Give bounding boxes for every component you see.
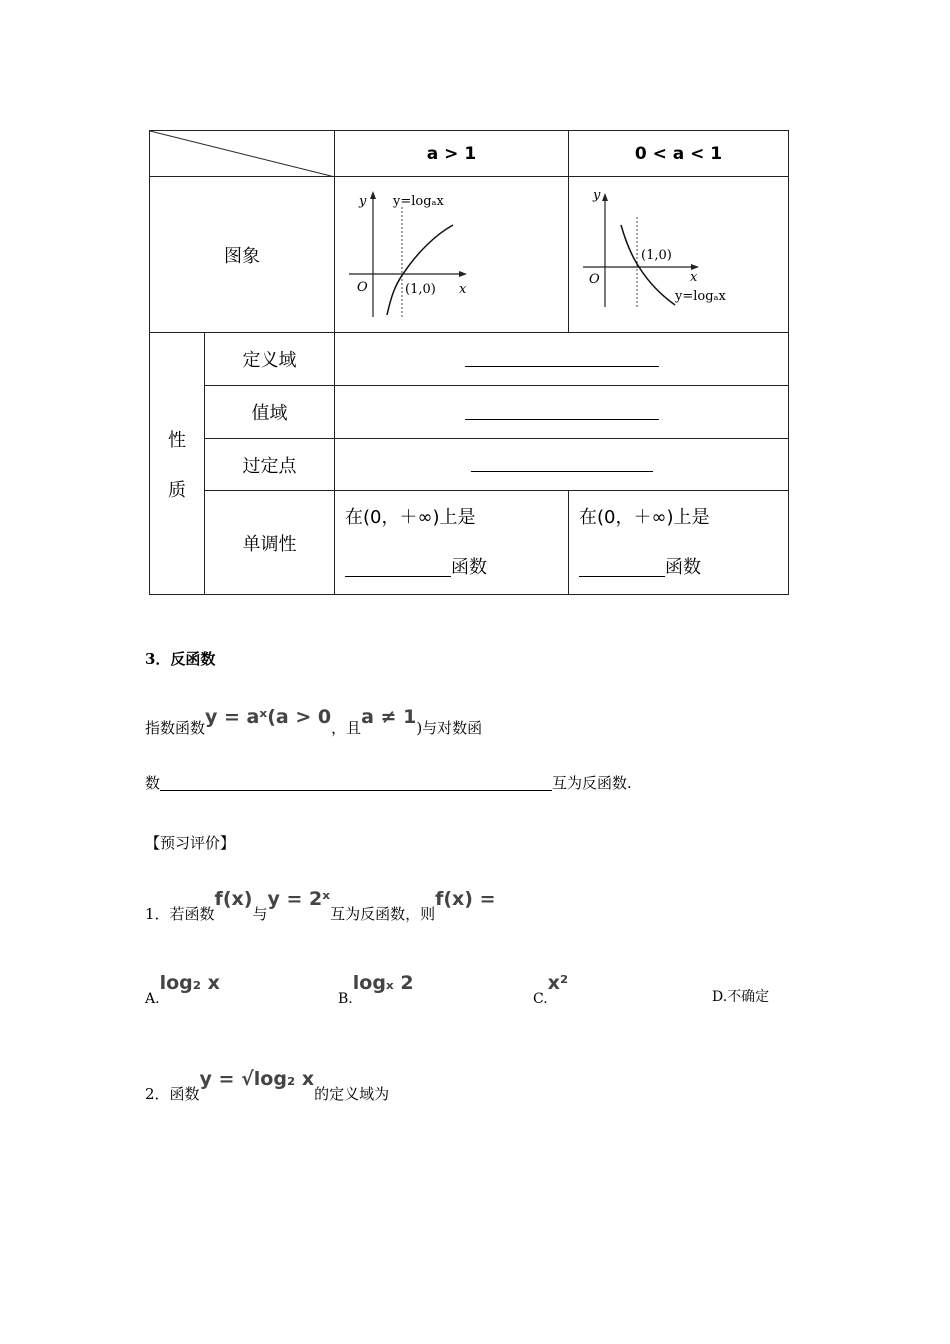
fixed-point-blank[interactable] <box>471 471 653 472</box>
option-c[interactable] <box>533 972 569 1007</box>
option-c-label: C. <box>533 991 548 1007</box>
q1-y: y = 2ˣ <box>267 888 331 910</box>
increasing-log-graph <box>335 177 569 333</box>
q2-suffix: 的定义域为 <box>314 1085 390 1103</box>
line1-mid: ，且 <box>331 719 362 737</box>
inverse-function-blank[interactable] <box>160 774 552 791</box>
x-arrow-icon <box>459 271 467 277</box>
line1-math-exp: y = aˣ(a > 0 <box>205 706 332 728</box>
q1-mid: 互为反函数，则 <box>330 905 436 923</box>
x-label: x <box>690 270 698 285</box>
option-c-math: x² <box>547 972 569 994</box>
graph-a-gt-1 <box>335 177 569 333</box>
group-label-1: 性 <box>168 429 186 451</box>
option-d[interactable] <box>712 986 769 1006</box>
option-d-text: 不确定 <box>727 989 770 1005</box>
fixed-point-answer-cell <box>335 439 789 491</box>
diagonal-line <box>150 131 335 177</box>
domain-label: 定义域 <box>205 333 335 386</box>
section3-line2 <box>145 772 632 793</box>
func-label: y=logₐx <box>675 289 726 304</box>
question-2 <box>145 1068 390 1103</box>
diagonal-header-cell <box>150 131 335 177</box>
log-curve <box>621 225 675 305</box>
option-b-math: logₓ 2 <box>352 972 414 994</box>
point-label: (1,0) <box>405 282 436 297</box>
monotonic-text-1: 在(0，＋∞)上是 <box>345 506 476 528</box>
line2-suffix: 互为反函数. <box>552 774 632 792</box>
domain-blank[interactable] <box>465 366 659 367</box>
q1-with: 与 <box>252 905 268 923</box>
monotonic-text-2: 在(0，＋∞)上是 <box>579 506 710 528</box>
monotonic-a-gt-1-cell <box>335 491 569 595</box>
header-0-lt-a-lt-1: 0 < a < 1 <box>569 131 789 177</box>
origin-label: O <box>357 280 368 295</box>
q1-prefix: 1．若函数 <box>145 905 215 923</box>
option-b[interactable] <box>338 972 414 1007</box>
line1-suffix: )与对数函 <box>416 719 483 737</box>
option-a-label: A. <box>145 991 160 1007</box>
option-b-label: B. <box>338 991 353 1007</box>
preview-heading: 【预习评价】 <box>145 834 236 852</box>
question-1 <box>145 888 496 923</box>
q1-f: f(x) <box>214 888 253 910</box>
log-properties-table <box>149 130 789 595</box>
range-blank[interactable] <box>465 419 659 420</box>
y-label: y <box>359 194 367 209</box>
monotonic-label: 单调性 <box>205 491 335 595</box>
line1-math-neq: a ≠ 1 <box>361 706 417 728</box>
monotonic-suffix-2: 函数 <box>665 556 701 578</box>
decreasing-log-graph <box>569 177 789 333</box>
option-a-math: log₂ x <box>159 972 220 994</box>
monotonic-blank-2[interactable] <box>579 558 665 577</box>
section3-heading: 3．反函数 <box>145 650 216 668</box>
line1-prefix: 指数函数 <box>145 719 206 737</box>
graph-row-label: 图象 <box>150 177 335 333</box>
origin-label: O <box>589 272 600 287</box>
monotonic-0-lt-a-lt-1-cell <box>569 491 789 595</box>
func-label: y=logₐx <box>393 194 444 209</box>
range-label: 值域 <box>205 386 335 439</box>
domain-answer-cell <box>335 333 789 386</box>
header-a-gt-1: a > 1 <box>335 131 569 177</box>
x-label: x <box>459 282 467 297</box>
log-curve <box>387 225 453 315</box>
option-d-label: D. <box>712 989 728 1005</box>
properties-group-cell <box>150 333 205 595</box>
graph-0-lt-a-lt-1 <box>569 177 789 333</box>
q2-math: y = √log₂ x <box>199 1068 315 1090</box>
y-arrow-icon <box>370 191 376 199</box>
q1-end: f(x) = <box>435 888 496 910</box>
y-arrow-icon <box>602 193 608 201</box>
monotonic-blank-1[interactable] <box>345 558 451 577</box>
section3-line1 <box>145 706 483 737</box>
range-answer-cell <box>335 386 789 439</box>
fixed-point-label: 过定点 <box>205 439 335 491</box>
option-a[interactable] <box>145 972 220 1007</box>
point-label: (1,0) <box>641 248 672 263</box>
group-label-2: 质 <box>168 479 186 501</box>
line2-prefix: 数 <box>145 774 161 792</box>
y-label: y <box>593 188 601 203</box>
q2-prefix: 2．函数 <box>145 1085 200 1103</box>
monotonic-suffix-1: 函数 <box>451 556 487 578</box>
